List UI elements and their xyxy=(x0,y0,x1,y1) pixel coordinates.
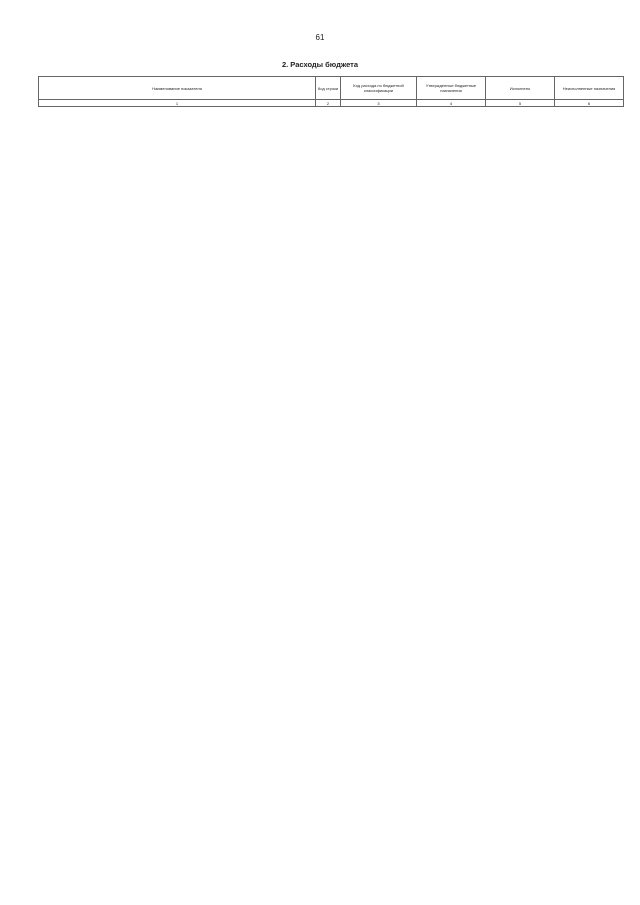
header-row xyxy=(39,77,624,100)
column-number: 6 xyxy=(555,100,624,107)
column-number: 5 xyxy=(486,100,555,107)
expenses-table xyxy=(38,76,624,107)
header-line-code: Код строки xyxy=(316,77,341,100)
expenses-table-container xyxy=(38,76,616,885)
header-unexecuted: Неисполненные назначения xyxy=(555,77,624,100)
header-approved: Утвержденные бюджетные назначения xyxy=(417,77,486,100)
header-executed: Исполнено xyxy=(486,77,555,100)
section-title: 2. Расходы бюджета xyxy=(281,60,359,69)
column-number: 4 xyxy=(417,100,486,107)
column-number-row xyxy=(39,100,624,107)
column-number: 1 xyxy=(39,100,316,107)
page-number: 61 xyxy=(315,33,325,42)
header-indicator-name: Наименование показателя xyxy=(39,77,316,100)
header-budget-code: Код расхода по бюджетной классификации xyxy=(341,77,417,100)
column-number: 2 xyxy=(316,100,341,107)
column-number: 3 xyxy=(341,100,417,107)
